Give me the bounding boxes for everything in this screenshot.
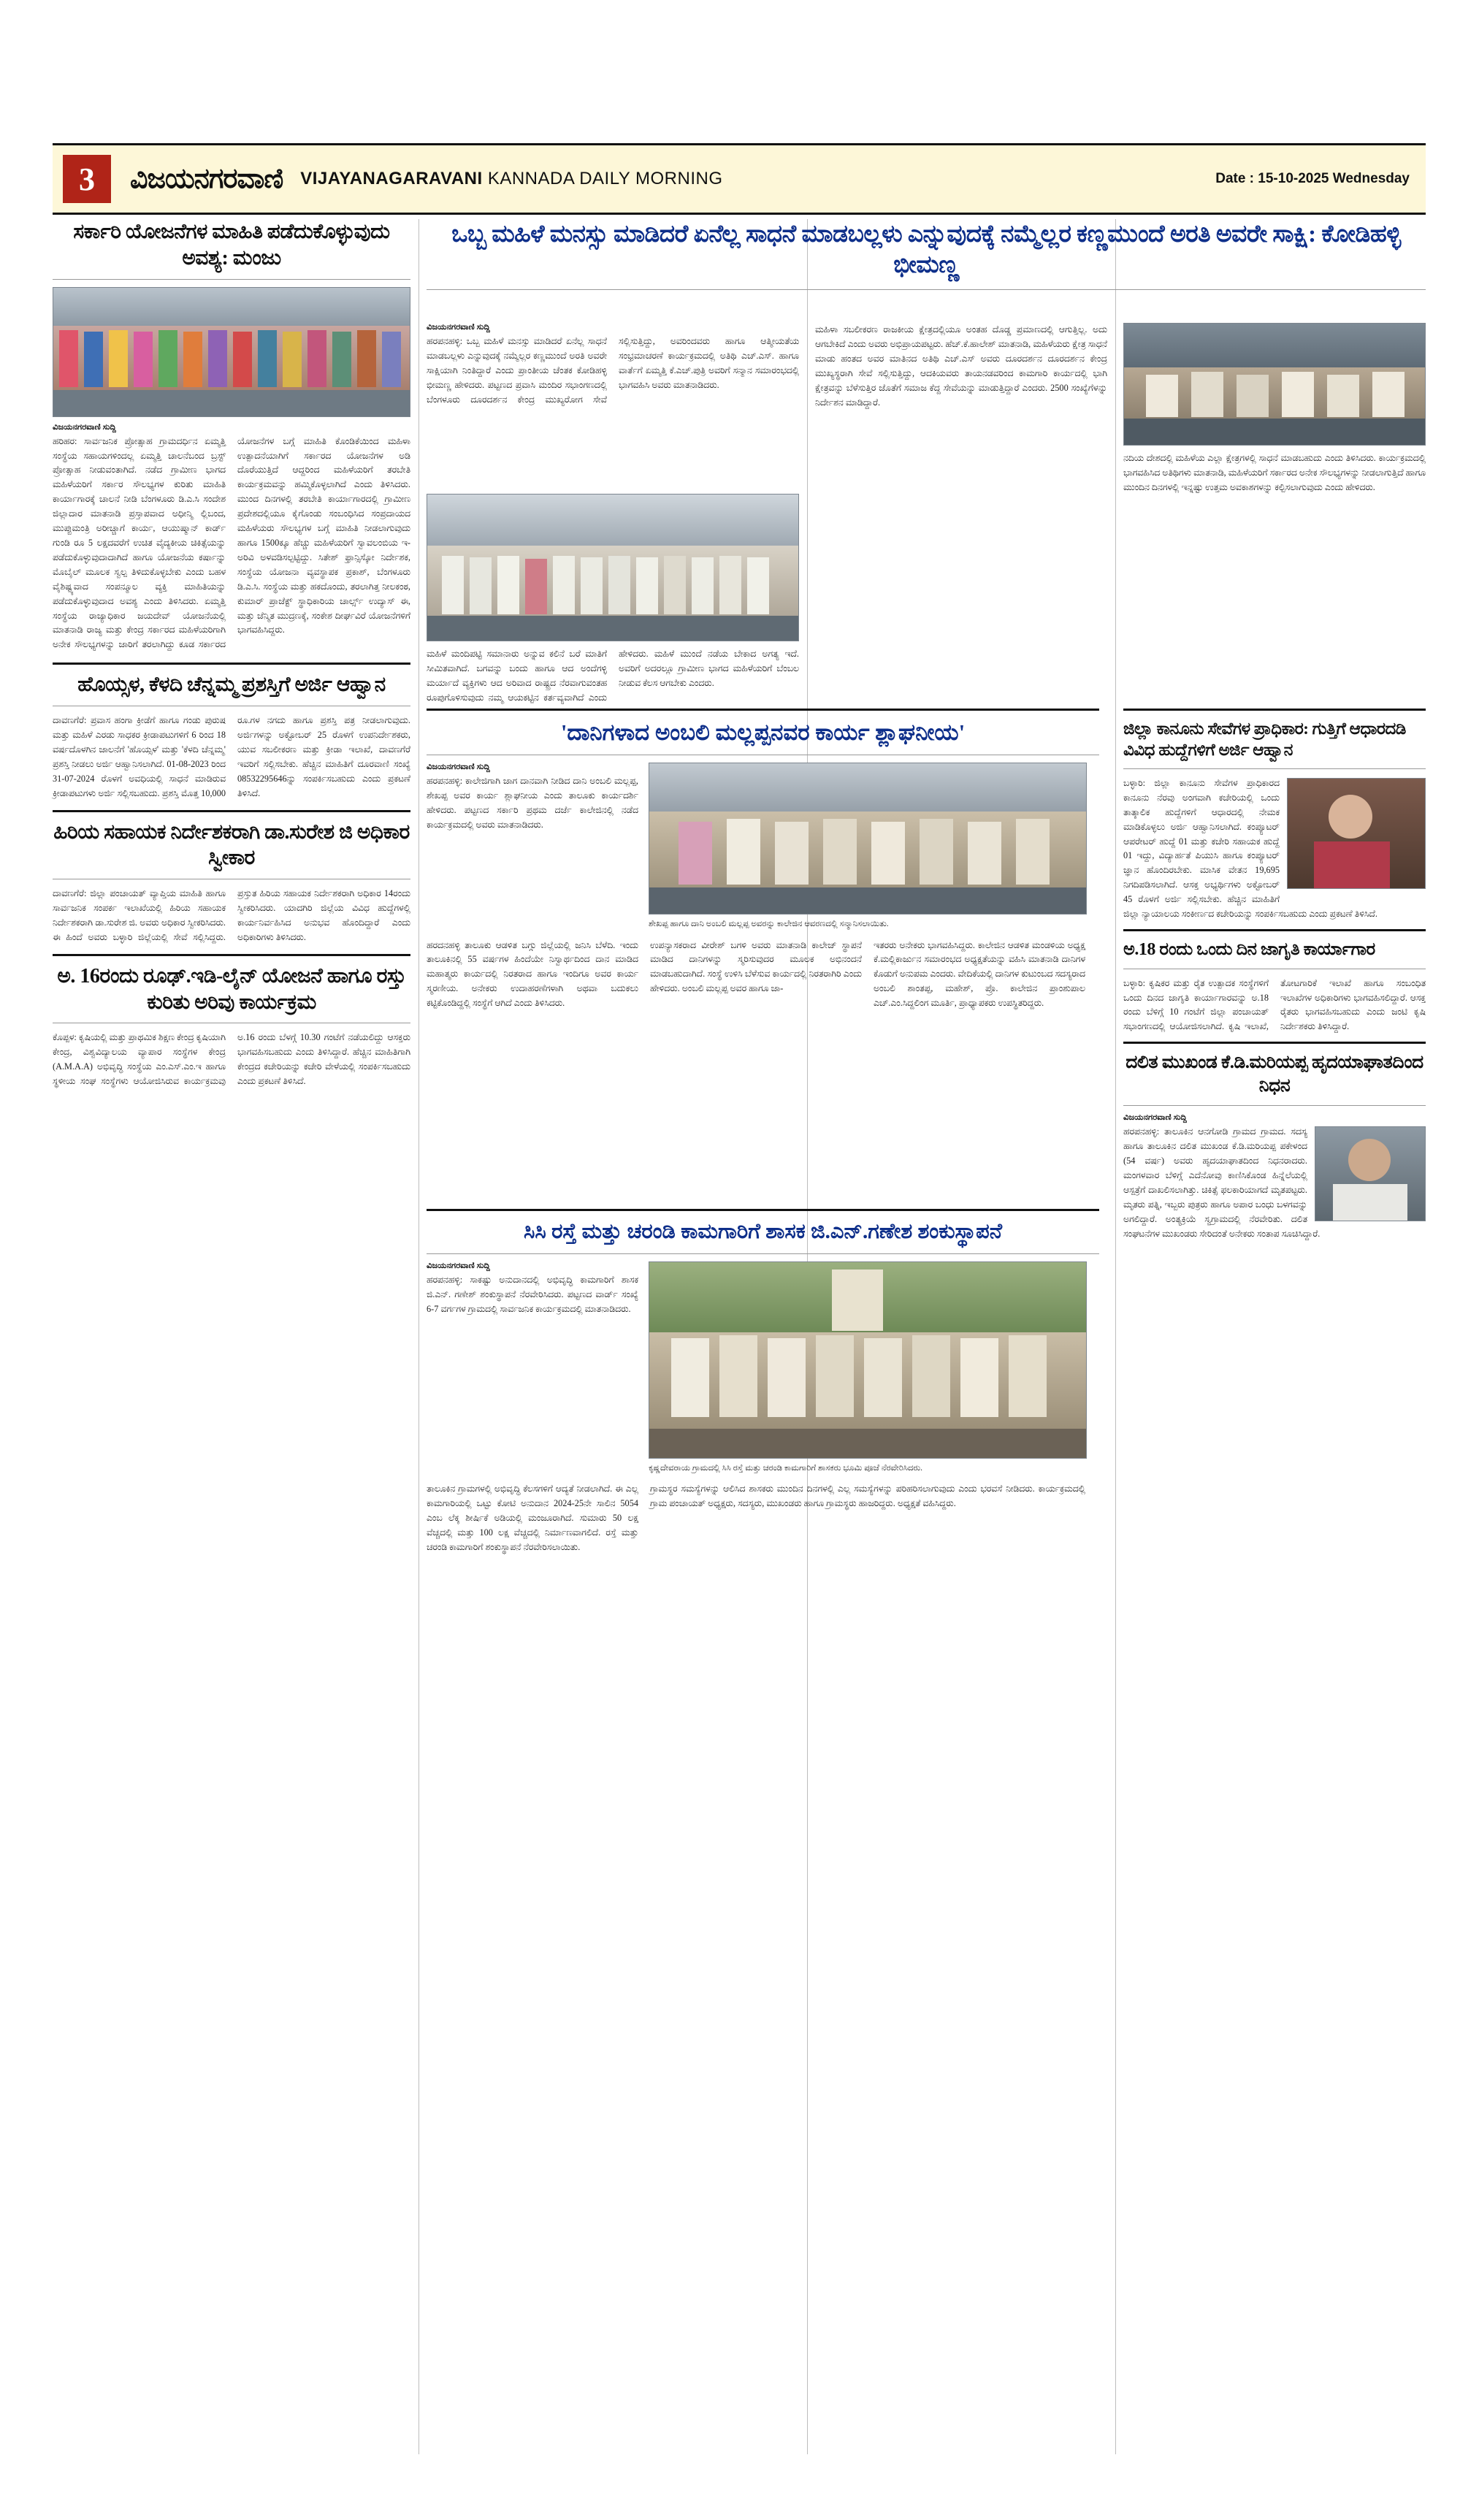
masthead-title-kannada: ವಿಜಯನಗರವಾಣಿ bbox=[130, 164, 283, 194]
a6-headline: ಅ.18 ರಂದು ಒಂದು ದಿನ ಜಾಗೃತಿ ಕಾರ್ಯಾಗಾರ bbox=[1123, 939, 1375, 959]
a4-headline: ಜಿಲ್ಲಾ ಕಾನೂನು ಸೇವೆಗಳ ಪ್ರಾಧಿಕಾರ: ಗುತ್ತಿಗೆ ಆಧಾರದಡಿ ವಿವಿಧ ಹುದ್ದೆಗಳಿಗೆ ಅರ್ಜಿ ಆಹ್ವಾನ bbox=[1123, 719, 1406, 760]
a8-photo-caption: ಕೃಷ್ಣದೇವರಾಯ ಗ್ರಾಮದಲ್ಲಿ ಸಿಸಿ ರಸ್ತೆ ಮತ್ತು ಚರಂಡಿ ಕಾಮಗಾರಿಗೆ ಶಾಸಕರು ಭೂಮಿ ಪೂಜೆ ನೆರವೇರಿಸಿದರು. bbox=[649, 1463, 923, 1473]
a10-headline: ದಲಿತ ಮುಖಂಡ ಕೆ.ಡಿ.ಮರಿಯಪ್ಪ ಹೃದಯಾಘಾತದಿಂದ ನಿಧನ bbox=[1126, 1053, 1423, 1096]
a7-headline: ಹಿರಿಯ ಸಹಾಯಕ ನಿರ್ದೇಶಕರಾಗಿ ಡಾ.ಸುರೇಶ ಜಿ ಅಧಿಕಾರ ಸ್ವೀಕಾರ bbox=[53, 820, 410, 870]
article-a2-left bbox=[427, 323, 799, 706]
article-a6 bbox=[1123, 939, 1426, 1034]
a3-photo bbox=[649, 763, 1087, 915]
masthead-title-en-sub: KANNADA DAILY MORNING bbox=[487, 169, 723, 188]
a7-body: ದಾವಣಗೆರೆ: ಜಿಲ್ಲಾ ಪಂಚಾಯತ್ ವ್ಯಾಪ್ತಿಯ ಮಾಹಿತಿ ಹಾಗೂ ಸಾರ್ವಜನಿಕ ಸಂಪರ್ಕ ಇಲಾಖೆಯಲ್ಲಿ ಹಿರಿಯ ಸಹಾಯಕ ನಿರ್ದೇಶಕರಾಗಿ ಡಾ.ಸುರೇಶ ಜಿ. ಅವರು ಅಧಿಕಾರ ಸ್ವೀಕರಿಸಿದರು. ಈ ಹಿಂದೆ ಅವರು ಬಳ್ಳಾರಿ ಜಿಲ್ಲೆಯಲ್ಲಿ ಸೇವೆ ಸಲ್ಲಿಸಿದ್ದರು. ಪ್ರಸ್ತುತ ಹಿರಿಯ ಸಹಾಯಕ ನಿರ್ದೇಶಕರಾಗಿ ಅಧಿಕಾರ 14ರಂದು ಸ್ವೀಕರಿಸಿದರು. ಯಾದಗಿರಿ ಜಿಲ್ಲೆಯ ವಿವಿಧ ಹುದ್ದೆಗಳಲ್ಲಿ ಕಾರ್ಯನಿರ್ವಹಿಸಿದ ಅನುಭವ ಹೊಂದಿದ್ದಾರೆ ಎಂದು ಅಧಿಕಾರಿಗಳು ತಿಳಿಸಿದರು. bbox=[53, 888, 410, 942]
a10-byline: ವಿಜಯನಗರವಾಣಿ ಸುದ್ದಿ bbox=[1123, 1113, 1187, 1123]
a3-headline: 'ದಾನಿಗಳಾದ ಅಂಬಲಿ ಮಲ್ಲಪ್ಪನವರ ಕಾರ್ಯ ಶ್ಲಾಘನೀಯ' bbox=[560, 719, 966, 745]
a8-headline: ಸಿಸಿ ರಸ್ತೆ ಮತ್ತು ಚರಂಡಿ ಕಾಮಗಾರಿಗೆ ಶಾಸಕ ಜಿ.ಎನ್.ಗಣೇಶ ಶಂಕುಸ್ಥಾಪನೆ bbox=[524, 1220, 1002, 1243]
masthead-date: Date : 15-10-2025 Wednesday bbox=[1215, 171, 1410, 186]
article-a4 bbox=[1123, 701, 1426, 1242]
a10-body: ಹರಪನಹಳ್ಳಿ: ತಾಲೂಕಿನ ಆನಗೋಡಿ ಗ್ರಾಮದ ಗ್ರಾಮದ. ಸದಸ್ಯ ಹಾಗೂ ತಾಲೂಕಿನ ದಲಿತ ಮುಖಂಡ ಕೆ.ಡಿ.ಮರಿಯಪ್ಪ ಪಕೇಳಂದ (54 ವರ್ಷ) ಅವರು ಹೃದಯಾಘಾತದಿಂದ ನಿಧನರಾದರು. ಮಂಗಳವಾರ ಬೆಳಿಗ್ಗೆ ಎದೆನೋವು ಕಾಣಿಸಿಕೊಂಡ ಹಿನ್ನೆಲೆಯಲ್ಲಿ ಆಸ್ಪತ್ರೆಗೆ ದಾಖಲಿಸಲಾಗಿತ್ತು. ಚಿಕಿತ್ಸೆ ಫಲಕಾರಿಯಾಗದೆ ಮೃತಪಟ್ಟರು. ಮೃತರು ಪತ್ನಿ, ಇಬ್ಬರು ಪುತ್ರರು ಹಾಗೂ ಅಪಾರ ಬಂಧು ಬಳಗವನ್ನು ಅಗಲಿದ್ದಾರೆ. ಅಂತ್ಯಕ್ರಿಯೆ ಸ್ವಗ್ರಾಮದಲ್ಲಿ ನೆರವೇರಿತು. ದಲಿತ ಸಂಘಟನೆಗಳ ಮುಖಂಡರು ಸೇರಿದಂತೆ ಅನೇಕರು ಸಂತಾಪ ಸೂಚಿಸಿದ್ದಾರೆ. bbox=[1123, 1126, 1321, 1239]
a9-headline: ಅ. 16ರಂದು ರೂಢ್.ಇಡಿ-ಲೈನ್ ಯೋಜನೆ ಹಾಗೂ ರಸ್ತು ಕುರಿತು ಅರಿವು ಕಾರ್ಯಕ್ರಮ bbox=[57, 964, 406, 1014]
a2-col3: ಮಹಿಳಾ ಸಬಲೀಕರಣ ರಾಜಕೀಯ ಕ್ಷೇತ್ರದಲ್ಲಿಯೂ ಅಂತಹ ದೊಡ್ಡ ಪ್ರಮಾಣದಲ್ಲಿ ಆಗುತ್ತಿಲ್ಲ. ಅದು ಆಗಬೇಕಿದೆ ಎಂದು ಅವರು ಅಭಿಪ್ರಾಯಪಟ್ಟರು. ಹೆಚ್.ಕೆ.ಹಾಲೇಶ್ ಮಾತನಾಡಿ, ಮಹಿಳೆಯರು ಕ್ಷೇತ್ರ ಸಾಧನೆ ಮಾಡು ಹಂತದ ಅವರ ಮಾತಿನದ ಅತಿಥಿ ಎಚ್.ಎಸ್ ಅವರು ದೂರದರ್ಶನ ದೂರದರ್ಶನ ಕೇಂದ್ರ ಮುಖ್ಯಸ್ಥರಾಗಿ ಸೇವೆ ಸಲ್ಲಿಸುತ್ತಿದ್ದು, ಆದಕಿಯವರು ತಾಯನಡವರಿಂದ ಕಾಮಗಾರಿ ಕಾರ್ಯದಲ್ಲಿ ಭಾಗಿ ಕ್ಷೇತ್ರವನ್ನು ಬೆಳೆಸುತ್ತಿರ ಜೊತೆಗೆ ಸಮಾಜ ಕೆದ್ದ ಸೇವೆಯನ್ನು ಮಾಡುತ್ತಿದ್ದಾರೆ ಎಂದರು. 2500 ಸಂಖ್ಯೆಗೆಳನ್ನು ನಿರ್ದೇಶನ ಮಾಡಿದ್ದಾರೆ. bbox=[815, 324, 1108, 408]
a6-body: ಬಳ್ಳಾರಿ: ಕೃಷಿಕರ ಮತ್ತು ರೈತ ಉತ್ಪಾದಕ ಸಂಸ್ಥೆಗಳಿಗೆ ಒಂದು ದಿನದ ಜಾಗೃತಿ ಕಾರ್ಯಾಗಾರವನ್ನು ಅ.18 ರಂದು ಬೆಳಿಗ್ಗೆ 10 ಗಂಟೆಗೆ ಜಿಲ್ಲಾ ಪಂಚಾಯತ್ ಸಭಾಂಗಣದಲ್ಲಿ ಆಯೋಜಿಸಲಾಗಿದೆ. ಕೃಷಿ ಇಲಾಖೆ, ತೋಟಗಾರಿಕೆ ಇಲಾಖೆ ಹಾಗೂ ಸಂಬಂಧಿತ ಇಲಾಖೆಗಳ ಅಧಿಕಾರಿಗಳು ಭಾಗವಹಿಸಲಿದ್ದಾರೆ. ಆಸಕ್ತ ರೈತರು ಭಾಗವಹಿಸಬಹುದು ಎಂದು ಜಂಟಿ ಕೃಷಿ ನಿರ್ದೇಶಕರು ತಿಳಿಸಿದ್ದಾರೆ. bbox=[1123, 977, 1426, 1032]
a3-byline: ವಿಜಯನಗರವಾಣಿ ಸುದ್ದಿ bbox=[427, 763, 490, 772]
column-3 bbox=[815, 323, 1107, 410]
column-4 bbox=[1123, 323, 1426, 495]
article-a7 bbox=[53, 820, 410, 945]
a3-photo-caption: ಶೇಖಪ್ಪ ಹಾಗೂ ದಾನಿ ಅಂಬಲಿ ಮಲ್ಲಪ್ಪ ಅವರನ್ನು ಕಾಲೇಜಿನ ಆವರಣದಲ್ಲಿ ಸನ್ಮಾನಿಸಲಾಯಿತು. bbox=[649, 920, 889, 929]
a3-col3: ಇತರರು ಅನೇಕರು ಭಾಗವಹಿಸಿದ್ದರು. ಕಾಲೇಜಿನ ಆಡಳಿತ ಮಂಡಳಿಯ ಅಧ್ಯಕ್ಷ ಕೆ.ಮಲ್ಲಿಕಾರ್ಜುನ ಸಮಾರಂಭದ ಅಧ್ಯಕ್ಷತೆಯನ್ನು ವಹಿಸಿ ಮಾತನಾಡಿ ದಾನಿಗಳ ಕೊಡುಗೆ ಅನುಪಮ ಎಂದರು. ವೇದಿಕೆಯಲ್ಲಿ ದಾನಿಗಳ ಕುಟುಂಬದ ಸದಸ್ಯರಾದ ಅಂಬಲಿ ಶಾಂತಪ್ಪ, ಮಹೇಶ್, ಪ್ರೊ. ಕಾಲೇಜಿನ ಪ್ರಾಂಶುಪಾಲ ಎಚ್.ಎಂ.ಸಿದ್ದಲಿಂಗ ಮೂರ್ತಿ, ಪ್ರಾಧ್ಯಾಪಕರು ಉಪಸ್ಥಿತರಿದ್ದರು. bbox=[874, 939, 1085, 1009]
a2-col1: ಹರಪನಹಳ್ಳಿ: ಒಬ್ಬ ಮಹಿಳೆ ಮನಸ್ಸು ಮಾಡಿದರೆ ಏನೆಲ್ಲ ಸಾಧನೆ ಮಾಡಬಲ್ಲಳು ಎನ್ನುವುದಕ್ಕೆ ನಮ್ಮೆಲ್ಲರ ಕಣ್ಣಮುಂದೆ ಅರತಿ ಅವರೇ ಸಾಕ್ಷಿಯಾಗಿ ನಿಂತಿದ್ದಾರೆ ಎಂದು ಪ್ರಾಂತೀಯ ಚೆಂತಕ ಕೋಡಿಹಳ್ಳಿ ಭೀಮಣ್ಣ ಹೇಳಿದರು. ಪಟ್ಟಣದ ಪ್ರವಾಸಿ ಮಂದಿರ ಸಭಾಂಗಣದಲ್ಲಿ ಬೆಂಗಳೂರು ದೂರದರ್ಶನ ಕೇಂದ್ರ ಮುಖ್ಯರೋಗ ಸೇವೆ ಸಲ್ಲಿಸುತ್ತಿದ್ದು, ಅವರಿಂದವರು ಹಾಗೂ ಆತ್ಮೀಯತೆಯ ಸಂಭ್ರಮಾಚರಣೆ ಕಾರ್ಯಕ್ರಮದಲ್ಲಿ ಅತಿಥಿ ಎಚ್.ಎಸ್. ಹಾಗೂ ವಾರ್ತೆಗೆ ಏಮ್ಮತ್ತಿ ಕೆ.ಎಚ್.ಪುತ್ರಿ ಅವರಿಗೆ ಸನ್ಮಾನ ಸಮಾರಂಭದಲ್ಲಿ ಭಾಗವಹಿಸಿ ಅವರು ಮಾತನಾಡಿದರು. bbox=[427, 336, 799, 405]
masthead bbox=[53, 143, 1426, 215]
article-a10 bbox=[1123, 1051, 1426, 1241]
a2-col4: ನದಿಯ ದೇಶದಲ್ಲಿ ಮಹಿಳೆಯ ಎಲ್ಲಾ ಕ್ಷೇತ್ರಗಳಲ್ಲಿ ಸಾಧನೆ ಮಾಡಬಹುದು ಎಂದು ತಿಳಿಸಿದರು. ಕಾರ್ಯಕ್ರಮದಲ್ಲಿ ಭಾಗವಹಿಸಿದ ಅತಿಥಿಗಳು ಮಾತನಾಡಿ, ಮಹಿಳೆಯರಿಗೆ ಸರ್ಕಾರದ ಅನೇಕ ಸೌಲಭ್ಯಗಳನ್ನು ನೀಡಲಾಗುತ್ತಿದೆ ಹಾಗೂ ಮುಂದಿನ ದಿನಗಳಲ್ಲಿ ಇನ್ನಷ್ಟು ಉತ್ತಮ ಅವಕಾಶಗಳನ್ನು ಕಲ್ಪಿಸಲಾಗುವುದು ಎಂದು ಹೇಳಿದರು. bbox=[1123, 453, 1426, 492]
a1-byline: ವಿಜಯನಗರವಾಣಿ ಸುದ್ದಿ bbox=[53, 422, 116, 432]
column-divider bbox=[1115, 219, 1116, 2454]
a10-photo bbox=[1315, 1126, 1426, 1221]
a2-byline: ವಿಜಯನಗರವಾಣಿ ಸುದ್ದಿ bbox=[427, 323, 490, 332]
column-2 bbox=[427, 323, 799, 706]
masthead-title-english bbox=[300, 169, 722, 189]
page-number-badge: 3 bbox=[63, 155, 111, 203]
a5-body: ದಾವಣಗೆರೆ: ಪ್ರವಾಸ ಹಂಗಾ ಕ್ರೀಡೆಗೆ ಹಾಗೂ ಗಂಡು ಪುರುಷ ಮತ್ತು ಮಹಿಳೆ ಎರಡು ಸಾಧಕರ ಕ್ರೀಡಾಪಟುಗಳಿಗೆ 6 ರಿಂದ 18 ವರ್ಷದೊಳಗಿನ ಜಾಲನೆಗೆ 'ಹೊಯ್ಸಳ' ಮತ್ತು 'ಕೆಳದಿ ಚೆನ್ನಮ್ಮ' ಪ್ರಶಸ್ತಿ ನೀಡಲು ಅರ್ಜಿ ಆಹ್ವಾನಿಸಲಾಗಿದೆ. 01-08-2023 ರಿಂದ 31-07-2024 ರೊಳಗೆ ಅವಧಿಯಲ್ಲಿ ಸಾಧನೆ ಮಾಡಿರುವ ಕ್ರೀಡಾಪಟುಗಳು ಅರ್ಜಿ ಸಲ್ಲಿಸಬಹುದು. ಪ್ರಶಸ್ತಿ ಮೊತ್ತ 10,000 ರೂ.ಗಳ ನಗದು ಹಾಗೂ ಪ್ರಶಸ್ತಿ ಪತ್ರ ನೀಡಲಾಗುವುದು. ಅರ್ಜಿಗಳನ್ನು ಅಕ್ಟೋಬರ್ 25 ರೊಳಗೆ ಉಪನಿರ್ದೇಶಕರು, ಯುವ ಸಬಲೀಕರಣ ಮತ್ತು ಕ್ರೀಡಾ ಇಲಾಖೆ, ದಾವಣಗೆರೆ ಇವರಿಗೆ ಸಲ್ಲಿಸಬೇಕು. ಹೆಚ್ಚಿನ ಮಾಹಿತಿಗೆ ದೂರವಾಣಿ ಸಂಖ್ಯೆ 08532295646ನ್ನು ಸಂಪರ್ಕಿಸಬಹುದು ಎಂದು ಪ್ರಕಟಣೆ ತಿಳಿಸಿದೆ. bbox=[53, 715, 410, 798]
a3-intro: ಹರಪನಹಳ್ಳಿ: ಕಾಲೇಜಿಗಾಗಿ ಜಾಗ ದಾನವಾಗಿ ನೀಡಿದ ದಾನಿ ಅಂಬಲಿ ಮಲ್ಲಪ್ಪ, ಶೇಖಪ್ಪ ಅವರ ಕಾರ್ಯ ಶ್ಲಾಘನೀಯ ಎಂದು ತಾಲೂಕು ಕಾರ್ಯದರ್ಶಿ ಹೇಳಿದರು. ಪಟ್ಟಣದ ಸರ್ಕಾರಿ ಪ್ರಥಮ ದರ್ಜೆ ಕಾಲೇಜಿನಲ್ಲಿ ನಡೆದ ಕಾರ್ಯಕ್ರಮದಲ್ಲಿ ಅವರು ಮಾತನಾಡಿದರು. bbox=[427, 776, 638, 831]
a4-photo bbox=[1287, 778, 1426, 889]
a2-col2: ಮಹಿಳೆ ಮಂದಿಪಟ್ಟಿ ಸಮಾನಾರು ಅನ್ನುವ ಕಲಿನೆ ಬರೆ ಮಾತಿಗೆ ಸೀಮಿತವಾಗಿದೆ. ಬಗವನ್ನು ಬಂದು ಹಾಗೂ ಆದ ಅಂದೆಗಳ್ಳಿ ಮರ್ಯಾದೆ ವ್ಯಕ್ತಿಗಳು ಆದ ಅರಿವಾದ ರಾಷ್ಟ್ರದ ನೆರವಾಗುವಂತಹ ರೂಪುಗೊಳಿಸುವುದು ನಮ್ಮ ಆಯಕಟ್ಟಿನ ಕರ್ತವ್ಯವಾಗಿದೆ ಎಂದು ಹೇಳಿದರು. ಮಹಿಳೆ ಮುಂದೆ ನಡೆಯ ಬೇಕಾದ ಅಗತ್ಯ ಇದೆ. ಅವರಿಗೆ ಅದರಲ್ಲೂ ಗ್ರಾಮೀಣ ಭಾಗದ ಮಹಿಳೆಯರಿಗೆ ಬೆಂಬಲ ನೀಡುವ ಕೆಲಸ ಆಗಬೇಕು ಎಂದರು. bbox=[427, 649, 799, 703]
a2-photo-1 bbox=[427, 494, 799, 641]
a8-photo bbox=[649, 1261, 1087, 1459]
a2-photo-2 bbox=[1123, 323, 1426, 446]
a1-headline: ಸರ್ಕಾರಿ ಯೋಜನೆಗಳ ಮಾಹಿತಿ ಪಡೆದುಕೊಳ್ಳುವುದು ಅವಶ್ಯ: ಮಂಜು bbox=[73, 221, 390, 270]
column-1 bbox=[53, 219, 410, 1089]
article-a8 bbox=[427, 1202, 1099, 1554]
article-a5 bbox=[53, 672, 410, 801]
a3-col1: ಹರದನಹಳ್ಳಿ ತಾಲೂಕು ಆಡಳಿತ ಬಗ್ಗು ಜಿಲ್ಲೆಯಲ್ಲಿ ಜನಿಸಿ ಬೆಳೆದಿ. ಇಂದು ತಾಲೂಕಿನಲ್ಲಿ 55 ವರ್ಷಗಳ ಹಿಂದೆಯೇ ನಿಸ್ವಾರ್ಥದಿಂದ ದಾನ ಮಾಡಿದ ಮಹಾತ್ಮರು ಕಾರ್ಯದಲ್ಲಿ ನಿರತರಾದ ಹಾಗೂ ಇಂದಿಗೂ ಅವರ ಕಾರ್ಯ ಸ್ಮರಣೀಯ. ಅನೇಕರು ಉದಾಹರಣೆಗಳಾಗಿ ಅಥವಾ ಬದುಕಲು ಕಟ್ಟಿಕೊಂಡಿದ್ದಲ್ಲಿ ಸಂಸ್ಥೆಗೆ ಆಗಿದೆ ಎಂದು ತಿಳಿಸಿದರು. bbox=[427, 939, 638, 1009]
a5-headline: ಹೊಯ್ಸಳ, ಕೆಳದಿ ಚೆನ್ನಮ್ಮ ಪ್ರಶಸ್ತಿಗೆ ಅರ್ಜಿ ಆಹ್ವಾನ bbox=[77, 673, 386, 697]
a4-body: ಬಳ್ಳಾರಿ: ಜಿಲ್ಲಾ ಕಾನೂನು ಸೇವೆಗಳ ಪ್ರಾಧಿಕಾರದ ಕಾನೂನು ನೆರವು ಅಂಗವಾಗಿ ಕಚೇರಿಯಲ್ಲಿ ಒಂದು ತಾತ್ಕಾಲಿಕ ಹುದ್ದೆಗಳಿಗೆ ಆಧಾರದಲ್ಲಿ ನೇಮಕ ಮಾಡಿಕೊಳ್ಳಲು ಅರ್ಜಿ ಆಹ್ವಾನಿಸಲಾಗಿದೆ. ಕಂಪ್ಯೂಟರ್ ಆಪರೇಟರ್ ಹುದ್ದೆ 01 ಮತ್ತು ಕಚೇರಿ ಸಹಾಯಕ ಹುದ್ದೆ 01 ಇದ್ದು, ವಿದ್ಯಾರ್ಹತೆ ಪಿಯುಸಿ ಹಾಗೂ ಕಂಪ್ಯೂಟರ್ ಜ್ಞಾನ ಹೊಂದಿರಬೇಕು. ಮಾಸಿಕ ವೇತನ 19,695 ನಿಗದಿಪಡಿಸಲಾಗಿದೆ. ಆಸಕ್ತ ಅಭ್ಯರ್ಥಿಗಳು ಅಕ್ಟೋಬರ್ 45 ರೊಳಗೆ ಅರ್ಜಿ ಸಲ್ಲಿಸಬೇಕು. ಹೆಚ್ಚಿನ ಮಾಹಿತಿಗೆ ಜಿಲ್ಲಾ ನ್ಯಾಯಾಲಯ ಸಂಕೀರ್ಣದ ಕಚೇರಿಯನ್ನು ಸಂಪರ್ಕಿಸಬಹುದು ಎಂದು ಪ್ರಕಟಣೆ ತಿಳಿಸಿದೆ. bbox=[1123, 777, 1377, 920]
article-a1 bbox=[53, 219, 410, 652]
a8-col2: ತಾಲೂಕಿನ ಗ್ರಾಮಗಳಲ್ಲಿ ಅಭಿವೃದ್ಧಿ ಕೆಲಸಗಳಿಗೆ ಆದ್ಯತೆ ನೀಡಲಾಗಿದೆ. ಈ ಎಲ್ಲ ಕಾಮಗಾರಿಯಲ್ಲಿ ಒಟ್ಟು ಕೋಟಿ ಅನುದಾನ 2024-25ನೇ ಸಾಲಿನ 5054 ಎಂಬ ಲೆಕ್ಕ ಶೀರ್ಷಿಕೆ ಅಡಿಯಲ್ಲಿ ಮಂಜೂರಾಗಿದೆ. ಸುಮಾರು 50 ಲಕ್ಷ ವೆಚ್ಚದಲ್ಲಿ ಮತ್ತು 100 ಲಕ್ಷ ವೆಚ್ಚದಲ್ಲಿ ನಿರ್ಮಾಣವಾಗಲಿದೆ. ರಸ್ತೆ ಮತ್ತು ಚರಂಡಿ ಕಾಮಗಾರಿಗೆ ಶಂಕುಸ್ಥಾಪನೆ ನೆರವೇರಿಸಲಾಯಿತು. bbox=[427, 1483, 638, 1552]
masthead-title-en-main: VIJAYANAGARAVANI bbox=[300, 169, 483, 188]
a8-col3: ಗ್ರಾಮಸ್ಥರ ಸಮಸ್ಯೆಗಳನ್ನು ಆಲಿಸಿದ ಶಾಸಕರು ಮುಂದಿನ ದಿನಗಳಲ್ಲಿ ಎಲ್ಲ ಸಮಸ್ಯೆಗಳನ್ನು ಪರಿಹರಿಸಲಾಗುವುದು ಎಂದು ಭರವಸೆ ನೀಡಿದರು. ಕಾರ್ಯಕ್ರಮದಲ್ಲಿ ಗ್ರಾಮ ಪಂಚಾಯತ್ ಅಧ್ಯಕ್ಷರು, ಸದಸ್ಯರು, ಮುಖಂಡರು ಹಾಗೂ ಗ್ರಾಮಸ್ಥರು ಹಾಜರಿದ್ದರು. ಅಧ್ಯಕ್ಷತೆ ವಹಿಸಿದ್ದರು. bbox=[650, 1483, 1085, 1508]
a3-col2: ಉಪನ್ಯಾಸಕರಾದ ವೀರೇಶ್ ಬಗಳಿ ಅವರು ಮಾತನಾಡಿ ಕಾಲೇಜ್ ಸ್ಥಾಪನೆ ಮಾಡಿದ ದಾನಿಗಳನ್ನು ಸ್ಮರಿಸುವುದರ ಮೂಲಕ ಅಭಿನಂದನೆ ಮಾಡಬಹುದಾಗಿದೆ. ಸಂಸ್ಥೆ ಉಳಿಸಿ ಬೆಳೆಸುವ ಕಾರ್ಯದಲ್ಲಿ ನಿರತರಾಗಿರಿ ಎಂದು ಹೇಳಿದರು. ಅಂಬಲಿ ಮಲ್ಲಪ್ಪ ಅವರ ಹಾಗೂ ಜಾ- bbox=[650, 939, 862, 994]
a9-body: ಕೊಪ್ಪಳ: ಕೃಷಿಯಲ್ಲಿ ಮತ್ತು ಪ್ರಾಥಮಿಕ ಶಿಕ್ಷಣ ಕೇಂದ್ರ ಕೃಷಿಯಾಗಿ ಕೇಂದ್ರ, ವಿಶ್ವವಿದ್ಯಾಲಯ ವ್ಯಾಪಾರ ಸಂಸ್ಥೆಗಳ ಕೇಂದ್ರ (A.M.A.A) ಅಭಿವೃದ್ಧಿ ಸಂಸ್ಥೆಯ ಎಂ.ಎಸ್.ಎಂ.ಇ ಹಾಗೂ ಸ್ಥಳೀಯ ಸಂಘ ಸಂಸ್ಥೆಗಳು ಆಯೋಜಿಸಿರುವ ಕಾರ್ಯಕ್ರಮವು ಅ.16 ರಂದು ಬೆಳಗ್ಗೆ 10.30 ಗಂಟೆಗೆ ನಡೆಯಲಿದ್ದು ಆಸಕ್ತರು ಭಾಗವಹಿಸಬಹುದು ಎಂದು ತಿಳಿಸಿದ್ದಾರೆ. ಹೆಚ್ಚಿನ ಮಾಹಿತಿಗಾಗಿ ಕೇಂದ್ರದ ಕಚೇರಿಯನ್ನು ಕಚೇರಿ ವೇಳೆಯಲ್ಲಿ ಸಂಪರ್ಕಿಸಬಹುದು ಎಂದು ಪ್ರಕಟಣೆ ತಿಳಿಸಿದೆ. bbox=[53, 1032, 410, 1087]
a8-col1: ಹರಪನಹಳ್ಳಿ: ಸಾಕಷ್ಟು ಅನುದಾನದಲ್ಲಿ ಅಭಿವೃದ್ಧಿ ಕಾಮಗಾರಿಗೆ ಶಾಸಕ ಜಿ.ಎನ್. ಗಣೇಶ್ ಶಂಕುಸ್ಥಾಪನೆ ನೆರವೇರಿಸಿದರು. ಪಟ್ಟಣದ ವಾರ್ಡ್ ಸಂಖ್ಯೆ 6-7 ವರ್ಗಗಳ ಗ್ರಾಮದಲ್ಲಿ ಸಾರ್ವಜನಿಕ ಕಾರ್ಯಕ್ರಮದಲ್ಲಿ ಮಾತನಾಡಿದರು. bbox=[427, 1274, 638, 1314]
lead-article-block bbox=[427, 219, 1426, 297]
article-a9 bbox=[53, 963, 410, 1089]
page-content bbox=[53, 219, 1426, 2454]
article-a3 bbox=[427, 701, 1099, 1011]
a2-headline: ಒಬ್ಬ ಮಹಿಳೆ ಮನಸ್ಸು ಮಾಡಿದರೆ ಏನೆಲ್ಲ ಸಾಧನೆ ಮಾಡಬಲ್ಲಳು ಎನ್ನುವುದಕ್ಕೆ ನಮ್ಮೆಲ್ಲರ ಕಣ್ಣಮುಂದೆ ಅರತಿ ಅವರೇ ಸಾಕ್ಷಿ: ಕೋಡಿಹಳ್ಳಿ ಭೀಮಣ್ಣ bbox=[451, 221, 1401, 279]
a8-byline: ವಿಜಯನಗರವಾಣಿ ಸುದ್ದಿ bbox=[427, 1261, 490, 1270]
a1-photo bbox=[53, 287, 410, 417]
a1-body: ಹರಿಹರ: ಸಾರ್ವಜನಿಕ ಪ್ರೋತ್ಸಾಹ ಗ್ರಾಮದರ್ಧಿನ ಏಮ್ಮತ್ತಿ ಸಂಸ್ಥೆಯ ಸಹಾಯಗಳಿಂದಲ್ಲ ಏಮ್ಮತ್ತಿ ಚಾಲನೆಬಂದ ಬ್ರಸ್ಟ್ ಪ್ರೋತ್ಸಾಹ ನೀಡುವಂತಾಗಿದೆ. ನಡೆದ ಗ್ರಾಮೀಣ ಭಾಗದ ಮಹಿಳೆಯರಿಗೆ ಸರ್ಕಾರ ಸೌಲಭ್ಯಗಳ ಕುರಿತು ಮಾಹಿತಿ ಕಾರ್ಯಾಗಾರಕ್ಕೆ ಚಾಲನೆ ನೀಡಿ ಬೆಂಗಳೂರು ಡಿ.ಎ.ಸಿ ಸಂದೇಶ ಜಿಲ್ಲಾದಾರ ಮಾತನಾಡಿ ಪ್ರಸ್ತಾಪವಾದ ಅಧೀನ್ಮಿ ಲ್ಲಿಬಂದ, ಮುಪ್ಪುಮಂತ್ರಿ ಅರೀಚ್ಚಾಗೆ ಕಾರ್ಯ, ಆಯುಷ್ಮಾನ್ ಕಾರ್ಡ್ ಗುಂಡಿ ರೂ 5 ಲಕ್ಷದವರೆಗೆ ಉಚಿತ ವೈದ್ಯಕೀಯ ಚಿಕಿತ್ಸೆಯನ್ನು ಪಡೆದುಕೊಳ್ಳುವುದಾದಾಗಿದೆ ಹಾಗೂ ಯೋಜನೆಯ ಕರ್ಷಾನ್ನು ಮೊಬೈಲ್ ಮೂಲಕ ಸ್ವಲ್ಪ ತಿಳಿದುಕೊಳ್ಳಬೇಕು ಎಂದು ಬಹಳ ವೈಶಿಷ್ಟ್ಯವಾದ ಸಂಪನ್ಮೂಲ ವ್ಯಕ್ತಿ ಮಾಹಿತಿಯನ್ನು ಪಡೆದುಕೊಳ್ಳುವುದಾದ ಅವಶ್ಯ ಎಂದು ತಿಳಿಸಿದರು. ಏಮ್ಮತ್ತಿ ಸಂಸ್ಥೆಯ ರಾಜ್ಯಾಧಿಕಾರ ಜಯದೇವ್ ಯೋಜನೆಯಲ್ಲಿ ಮಾತನಾಡಿ ರಾಜ್ಯ ಮತ್ತು ಕೇಂದ್ರ ಸರ್ಕಾರದ ಮಹಿಳೆಯರಿಗಾಗಿ ಅನೇಕ ಸೌಲಭ್ಯಗಳನ್ನು ಜಾರಿಗೆ ತರಲಾಗಿದ್ದು ಕೂಡ ಸರ್ಕಾರದ ಯೋಜನೆಗಳ ಬಗ್ಗೆ ಮಾಹಿತಿ ಕೊಂಡಿಕೆಯಿಂದ ಮಹಿಳಾ ಉತ್ಪಾದನೆಯಾಗಿಗೆ ಸರ್ಕಾರದ ಯೋಜನೆಗಳ ಅಡಿ ದೊರೆಯುತ್ತಿದೆ ಆದ್ದರಿಂದ ಮಹಿಳೆಯರಿಗೆ ತರಬೇತಿ ಕಾರ್ಯಕ್ರಮವನ್ನು ಹಮ್ಮಿಕೊಳ್ಳಲಾಗಿದೆ ಎಂದು ತಿಳಿಸಿದರು. ಮುಂದ ದಿನಗಳಲ್ಲಿ ತರಬೇತಿ ಕಾರ್ಯಾಗಾರದಲ್ಲಿ ಗ್ರಾಮೀಣ ಪ್ರದೇಶದಲ್ಲಿಯೂ ಕೈಗೊಂಡು ಸಂಬಂಧಿಸಿದ ಸಂಪ್ರದಾಯದ ಮಹಿಳೆಯರು ಸೌಲಭ್ಯಗಳ ಬಗ್ಗೆ ಮಾಹಿತಿ ನೀಡಲಾಗುವುದು ಹಾಗೂ 1500ಕ್ಕೂ ಹೆಚ್ಚು ಮಹಿಳೆಯರಿಗೆ ಸ್ವಾವಲಂಬಿಯ ಇ- ಅರಿವಿ ಅಳವಡಿಸಲ್ಪಟ್ಟಿದ್ದು. ಸಿತೇಶ್ ಫ್ರಾನ್ಸಿಸ್ಕೋ ನಿರ್ದೇಶಕ, ಸಂಸ್ಥೆಯ ಯೋಜನಾ ವ್ಯವಸ್ಥಾಪಕ ಪ್ರಕಾಶ್, ಬೆಂಗಳೂರು ಡಿ.ಎ.ಸಿ. ಸಂಸ್ಥೆಯ ಮತ್ತು ಹಕದೊಂದು, ತರಲಾಗಿತ್ತ ನೀಲಕಂಠ, ಕುಮಾರ್ ಪ್ರಾಜೆಕ್ಟ್ ಸ್ಥಾಧಿಕಾರಿಯ ಚಾರ್ಲ್ಸ್ ಉದ್ಯಾಸ್ ಈ, ಮತ್ತು ಜೆನ್ಮಿತ ಮುದ್ರಣಕ್ಕೆ, ಸಂಕೇಶ ದೀರ್ಘವಿರೆ ಯೋಜನೆಗಳಿಗೆ ಭಾಗವಹಿಸಿದ್ದರು. bbox=[53, 435, 410, 650]
